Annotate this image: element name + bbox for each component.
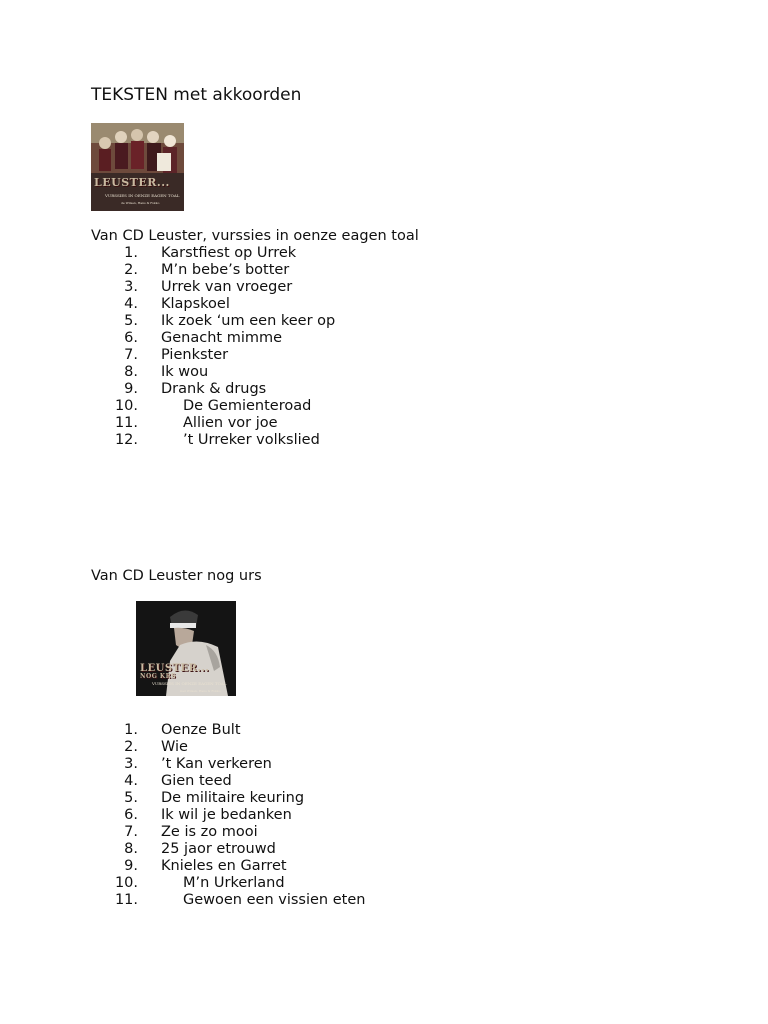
- list-item: 3. ’t Kan verkeren: [124, 756, 272, 772]
- list-item: 1. Oenze Bult: [124, 722, 241, 738]
- list-item: 4. Gien teed: [124, 773, 232, 789]
- album-cover-leuster-nog-urs: [136, 601, 236, 696]
- list-item: 7. Ze is zo mooi: [124, 824, 258, 840]
- list-item: 11. Gewoen een vissien eten: [114, 892, 366, 908]
- list-item: 3. Urrek van vroeger: [124, 279, 293, 295]
- list-item: 9. Knieles en Garret: [124, 858, 287, 874]
- list-item: 8. Ik wou: [124, 364, 209, 380]
- list-item: 8. 25 jaor etrouwd: [124, 841, 276, 857]
- section-2-track-list: [114, 722, 365, 909]
- list-item: 5. De militaire keuring: [124, 790, 305, 806]
- list-item: 11. Allien vor joe: [114, 415, 278, 431]
- list-item: 2. M’n bebe’s botter: [124, 262, 290, 278]
- cover-2-subtitle-main: NOG KRS: [140, 673, 176, 680]
- list-item: 1. Karstfiest op Urrek: [124, 245, 297, 261]
- cover-1-subtitle: VURSSIES IN OENZE EAGEN TOAL: [105, 193, 180, 198]
- list-item: 9. Drank & drugs: [124, 381, 267, 397]
- list-item: 5. Ik zoek ‘um een keer op: [124, 313, 336, 329]
- cover-1-credit: de Wilsen, Hans & Fokko: [121, 201, 160, 205]
- list-item: 12. ’t Urreker volkslied: [114, 432, 320, 448]
- list-item: 10. M’n Urkerland: [114, 875, 285, 891]
- list-item: 7. Pienkster: [124, 347, 229, 363]
- list-item: 2. Wie: [124, 739, 188, 755]
- cover-2-credit: met Wilsen, Hans & Fokko: [180, 689, 221, 693]
- list-item: 6. Ik wil je bedanken: [124, 807, 292, 823]
- section-1-track-list: [114, 245, 335, 449]
- cover-2-title: LEUSTER...: [140, 663, 210, 674]
- section-2-intro: Van CD Leuster nog urs: [91, 568, 262, 584]
- cover-2-subtitle: VURSSIES IN OENZE EAGEN TOAL: [152, 681, 227, 686]
- list-item: 6. Genacht mimme: [124, 330, 283, 346]
- cover-1-title: LEUSTER...: [94, 176, 170, 189]
- list-item: 4. Klapskoel: [124, 296, 230, 312]
- page-title: TEKSTEN met akkoorden: [91, 85, 302, 105]
- album-cover-leuster: [91, 123, 184, 211]
- list-item: 10. De Gemienteroad: [114, 398, 312, 414]
- section-1-intro: Van CD Leuster, vurssies in oenze eagen toal: [91, 228, 419, 244]
